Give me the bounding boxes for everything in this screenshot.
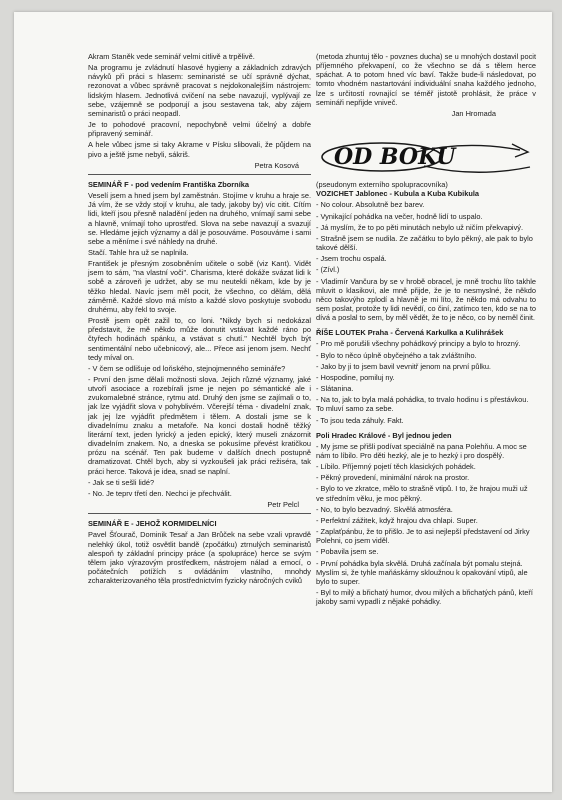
review-quote: - Pro mě porušili všechny pohádkový principy a bylo to hrozný. — [316, 339, 521, 349]
interview-line: - Jak se ti sešli lidé? — [88, 477, 155, 487]
newsletter-page — [14, 12, 552, 792]
review-quote: - Pobavila jsem se. — [316, 547, 379, 557]
review-quote: - Bylo to ve zkratce, mělo to strašně vtipů. I to, že hrajou muži už ve středním věku, je moc pěkný. — [316, 484, 528, 503]
interview-line: - No. Je teprv třetí den. Nechci je přechválit. — [88, 488, 232, 498]
intro-paragraph: Akram Staněk vede seminář velmi citlivě a trpělivě. — [88, 52, 255, 61]
article-paragraph: Stačí. Tahle hra už se naplnila. — [88, 247, 189, 257]
review-quote: - (Zívl.) — [316, 265, 340, 275]
review-quote: - Jsem trochu ospalá. — [316, 254, 387, 264]
review-heading-rise-loutek: ŘÍŠE LOUTEK Praha - Červená Karkulka a Kulihrášek — [316, 328, 504, 338]
article-paragraph: Pavel Šťourač, Dominik Tesař a Jan Brůček na sebe vzali vpravdě nelehký úkol, totiž osvětlit bandě (zpočátku) ztrnulých seminaristů alespoň ty základní principy práce (a spolupráce) herce se svým tělem jako výrazovým prostředkem, nástrojem nálad a emocí, o počátečních potížích s ovládáním vlastního, mnohdy zcharakterizovaného těla prostřednictvím fyzicky náročných cviků — [88, 530, 311, 586]
review-quote: - No, to bylo bezvadný. Skvělá atmosféra. — [316, 504, 453, 514]
review-quote: - My jsme se přišli podívat speciálně na pana Polehňu. A moc se nám to líbilo. Pro děti hezký, ale je to hezký i pro dospělý. — [316, 441, 527, 460]
pseudonym-note: (pseudonym externího spolupracovníka) — [316, 180, 448, 190]
article-paragraph: Prostě jsem opět zažil to, co loni. "Nikdy bych si nedokázal představit, že mě někdo může donutit vstávat každé ráno po čtyřech hodinách spánku, a vstávat s chutí." Nechtěl bych být sentimentální nebo učebnicový, ale... Přece asi jenom jsem. Nechť tedy míval on. — [88, 316, 311, 362]
section-divider — [88, 513, 311, 514]
interview-line: - V čem se odlišuje od loňského, stejnojmenného semináře? — [88, 363, 286, 373]
review-quote: - Slátanina. — [316, 384, 354, 394]
review-heading-vozichet: VOZICHET Jablonec - Kubula a Kuba Kubikula — [316, 189, 480, 199]
author-signature: Petr Pelcl — [267, 500, 299, 510]
intro-paragraph: A hele vůbec jsme si taky Akrame v Písku slibovali, že půjdem na pivo a ještě jsme nebyli, sákriš. — [88, 140, 311, 159]
review-quote: - Strašně jsem se nudila. Ze začátku to bylo pěkný, ale pak to bylo takové dělší. — [316, 233, 533, 253]
review-quote: - Vynikající pohádka na večer, hodně lidí to uspalo. — [316, 211, 483, 221]
review-quote: - První pohádka byla skvělá. Druhá začínala být pomalu stejná. Myslím si, že tyhle maňáskárny skloužnou k opakování vtipů, ale bylo to super. — [316, 558, 528, 586]
review-quote: - Perfektní zážitek, když hrajou dva chlapi. Super. — [316, 515, 478, 525]
section-divider — [88, 174, 311, 175]
logo-lettering: OD BOKU — [334, 144, 456, 171]
review-quote: - Byl to milý a břichatý humor, dvou milých a břichatých pánů, kteří jakoby sami vypadli z nějaké pohádky. — [316, 588, 533, 607]
left-column — [88, 52, 311, 587]
review-quote: - Bylo to něco úplně obyčejného a tak zvláštního. — [316, 350, 477, 360]
article-paragraph: Veselí jsem a hned jsem byl zaměstnán. Stojíme v kruhu a hraje se. Já vím, že se vždy stojí v kruhu, ale tady, jakoby by) víc citit. Cítím lidi, kteří jsou přesně naladění jeden na druhého, vnímají sami sebe a hlavně, vnímají toho uprostřed. Slova na sebe navazují a svazují se. Hledáme jejich významy a dál je posouváme. Posouváme i sami sebe a měníme i své náhledy na druhé. — [88, 191, 311, 246]
right-column — [316, 52, 536, 608]
review-quote: - Jako by ji to jsem bavil vevnitř jenom na první půlku. — [316, 361, 491, 371]
author-signature: Jan Hromada — [451, 108, 496, 118]
review-quote: - Pěkný provedení, minimální nárok na prostor. — [316, 473, 470, 483]
review-quote: - Já myslím, že to po pěti minutách nebylo už ničím překvapivý. — [316, 222, 524, 232]
review-quote: - Hospodine, pomiluj ny. — [316, 372, 395, 382]
interview-line: - První den jsme dělali možnosti slova. Jejich různé významy, jaké utvoří asociace a rozebírali jsme je nejen po sémantické ale i zvukomalebné stránce, rytmu atd. Druhý den jsme se zajímali o to, jak lze vyjádřit slova v pohyblivém. Včerejší téma - divadelní znak, jak jej lze vyjádřit předmětem i tělem. A dostali jsme se k divadelnímu znaku a metafoře. Na konci dostali hodně těžký literární text, jeden lyrický a jeden epický, který museli znázornit divadelním znakem. No, a dneska se pokusíme převést kratičkou prózu na scénář. Ten pak budeme v dalších dnech postupně dramatizovat. Chtěl bych, aby si vyzkoušeli jak práci režiséra, tak práci herce. Taková je idea, snad se naplní. — [88, 375, 311, 476]
review-quote: - Vladimír Vančura by se v hrobě obracel, je mně trochu líto takhle mluvit o klasikovi, ale mně přijde, že je to nesmyslné, že někdo něco takovýho zplodí a hlavně je mi líto, že někdo má odvahu to sem poslat, protože ty lidi nevědí, co činí, zatímco ten, kdo se na to dívá a poslal to sem, by měl vědět, že to je něco, co by neměl činit. — [316, 276, 536, 323]
section-heading-seminar-f: SEMINÁŘ F - pod vedením Františka Zborníka — [88, 179, 249, 189]
review-quote: - To jsou teda záhuly. Fakt. — [316, 415, 404, 425]
review-heading-poli: Poli Hradec Králové - Byl jednou jeden — [316, 430, 452, 440]
review-quote: - No colour. Absolutně bez barev. — [316, 200, 425, 210]
intro-paragraph: Je to pohodové pracovní, nepochybně velmi účelný a dobře připravený seminář. — [88, 120, 311, 139]
intro-paragraph: Na programu je zvládnutí hlasové hygieny a základních zdravých návyků při práci s hlasem: seminaristé se učí správně dýchat, rezonovat a vůbec správně pracovat s nejdokonalejším nástrojem: lidským hlasem. Jednotlivá cvičení na sebe navazují, vyplývají ze sebe, vzájemně se podporují a jsou sestavena tak, aby zájem seminaristů o práci neopadl. — [88, 63, 311, 118]
article-paragraph: František je přesným zosobněním učitele o sobě (viz Kant). Vidět jsem to sám, "na vlastní voči". Charisma, které dokáže svázat lidi k sobě a zároveň je udržet, aby se mu neutekli někam, kde by je těžko hledal. Navíc jsem měl pocit, že všechno, co dělám, dělá záměrně. Každé slovo má místo a každé slovo poskytuje svobodu druhému, aby řekl to svoje. — [88, 259, 311, 314]
article-paragraph: (metoda zhuntuj tělo - povznes ducha) se u mnohých dostavil pocit příjemného překvapení, co že všechno se dá s tělem herce spáchat. A to potom hned víc baví. Takže bude-li následovat, po tomto vhodném nastartování individuální snaha každého jednoho, lze s určitostí rovnající se téměř jistotě prohlásit, že práce v semináři nepřijde vniveč. — [316, 52, 536, 107]
review-quote: - Na to, jak to byla malá pohádka, to trvalo hodinu i s přestávkou. To mluví samo za sebe. — [316, 395, 529, 414]
author-signature: Petra Kosová — [254, 160, 299, 170]
review-quote: - Líbilo. Příjemný pojetí těch klasických pohádek. — [316, 462, 476, 472]
od-boku-logo — [316, 122, 536, 180]
review-quote: - Zaplaťpánbu, že to přišlo. Je to asi nejlepší představení od Jirky Polehni, co jsem viděl. — [316, 527, 530, 546]
section-heading-seminar-e: SEMINÁŘ E - JEHOŽ KORMIDELNÍCI — [88, 519, 217, 529]
